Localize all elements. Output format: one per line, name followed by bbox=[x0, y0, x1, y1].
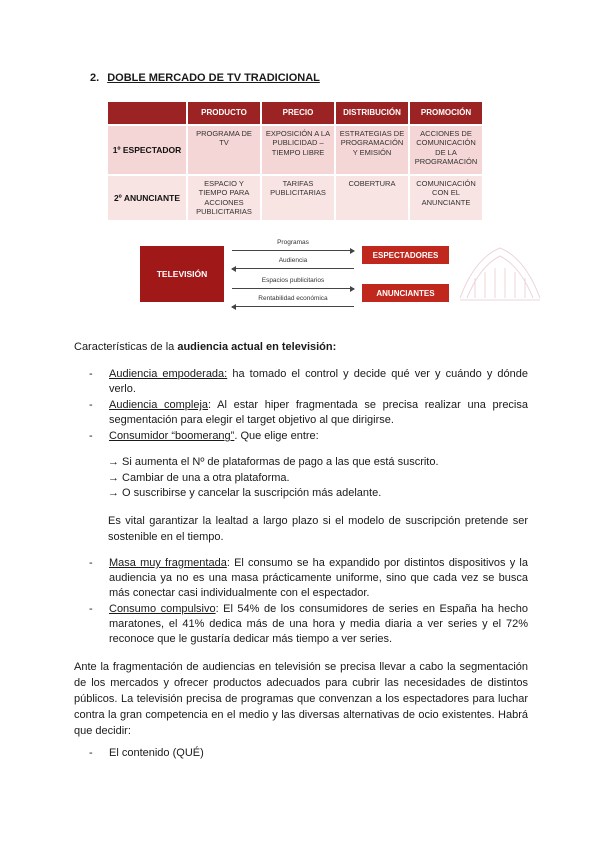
section-number: 2. bbox=[90, 72, 100, 84]
option-item: → O suscribirse y cancelar la suscripción más adelante. bbox=[108, 487, 382, 499]
arrow-left-icon bbox=[231, 304, 236, 310]
advertisers-box: ANUNCIANTES bbox=[362, 284, 449, 302]
list-item bbox=[74, 398, 528, 428]
list-text: : El 54% de los consumidores de series en España ha hecho maratones, el 41% dedica más de una hora y media diaria a ver series y el 72% reconoce que le gustaría dedicar más tiempo a ver series. bbox=[109, 603, 529, 645]
loyalty-paragraph: Es vital garantizar la lealtad a largo plazo si el modelo de suscripción pretende ser sostenible en el tiempo. bbox=[108, 515, 528, 543]
list-item bbox=[74, 602, 528, 647]
intro-text: Características de la bbox=[74, 341, 178, 353]
subscription-options bbox=[108, 455, 528, 502]
list-item bbox=[74, 556, 528, 601]
flow-label: Rentabilidad económica bbox=[258, 295, 328, 302]
section-heading bbox=[90, 72, 320, 84]
table-header-cell: PRODUCTO bbox=[188, 102, 262, 124]
table-row bbox=[108, 124, 484, 174]
flow-label: Programas bbox=[277, 239, 309, 246]
flow-arrow bbox=[232, 258, 354, 270]
audience-traits-list bbox=[74, 367, 528, 445]
market-table bbox=[108, 102, 484, 220]
table-cell: EXPOSICIÓN A LA PUBLICIDAD – TIEMPO LIBRE bbox=[262, 124, 336, 174]
row-label: 1º ESPECTADOR bbox=[108, 124, 188, 174]
watermark-seal-icon bbox=[455, 238, 545, 308]
table-header-cell bbox=[108, 102, 188, 124]
section-title: DOBLE MERCADO DE TV TRADICIONAL bbox=[107, 72, 320, 84]
list-item bbox=[74, 367, 528, 397]
arrow-line bbox=[232, 250, 354, 251]
table-cell: ESPACIO Y TIEMPO PARA ACCIONES PUBLICITARIAS bbox=[188, 174, 262, 220]
list-item: - El contenido (QUÉ) bbox=[74, 746, 528, 761]
list-item bbox=[74, 429, 528, 444]
table-header-cell: PROMOCIÓN bbox=[410, 102, 484, 124]
fragmentation-paragraph: Ante la fragmentación de audiencias en televisión se precisa llevar a cabo la segmentación de los mercados y ofrecer productos adecuados para cubrir las necesidades de distintos públicos. La televisión precisa de programas que convenzan a los espectadores para luchar contra la gran competencia en el medio y las diversas alternativas de ocio existentes. Habrá que decidir: bbox=[74, 661, 528, 737]
table-header-row bbox=[108, 102, 484, 124]
row-label: 2º ANUNCIANTE bbox=[108, 174, 188, 220]
arrow-line bbox=[232, 288, 354, 289]
option-item: → Cambiar de una a otra plataforma. bbox=[108, 471, 290, 484]
table-cell: COBERTURA bbox=[336, 174, 410, 220]
television-box: TELEVISIÓN bbox=[140, 246, 224, 302]
option-item: → Si aumenta el Nº de plataformas de pago a las que está suscrito. bbox=[108, 456, 439, 468]
table-cell: ACCIONES DE COMUNICACIÓN DE LA PROGRAMACIÓN bbox=[410, 124, 484, 174]
list-text: : Al estar hiper fragmentada se precisa realizar una precisa segmentación para elegir el target objetivo al que dirigirse. bbox=[109, 399, 528, 426]
arrow-right-icon bbox=[350, 248, 355, 254]
intro-paragraph bbox=[74, 339, 528, 355]
table-cell: ESTRATEGIAS DE PROGRAMACIÓN Y EMISIÓN bbox=[336, 124, 410, 174]
flow-label: Espacios publicitarios bbox=[261, 277, 325, 284]
intro-bold-text: audiencia actual en televisión: bbox=[177, 341, 337, 353]
spectators-box: ESPECTADORES bbox=[362, 246, 449, 264]
arrow-line bbox=[232, 306, 354, 307]
arrow-right-icon bbox=[350, 286, 355, 292]
table-header-cell: DISTRIBUCIÓN bbox=[336, 102, 410, 124]
flow-arrow bbox=[232, 240, 354, 252]
list-text: ha tomado el control y decide qué ver y cuándo y dónde verlo. bbox=[109, 368, 528, 395]
list-term: Consumo compulsivo bbox=[109, 603, 216, 615]
arrow-left-icon bbox=[231, 266, 236, 272]
flow-arrow bbox=[232, 278, 354, 290]
table-cell: PROGRAMA DE TV bbox=[188, 124, 262, 174]
flow-arrow bbox=[232, 296, 354, 308]
list-text: . Que elige entre: bbox=[234, 430, 319, 442]
table-row bbox=[108, 174, 484, 220]
table-cell: TARIFAS PUBLICITARIAS bbox=[262, 174, 336, 220]
arrow-line bbox=[232, 268, 354, 269]
decision-list bbox=[74, 746, 528, 762]
list-term: Masa muy fragmentada bbox=[109, 557, 227, 569]
table-cell: COMUNICACIÓN CON EL ANUNCIANTE bbox=[410, 174, 484, 220]
dual-market-diagram bbox=[140, 238, 455, 308]
table-header-cell: PRECIO bbox=[262, 102, 336, 124]
list-term: Audiencia compleja bbox=[109, 399, 209, 411]
list-term: Audiencia empoderada: bbox=[109, 368, 228, 380]
flow-label: Audiencia bbox=[278, 257, 308, 264]
consumption-traits-list bbox=[74, 556, 528, 648]
list-text: : El consumo se ha expandido por distintos dispositivos y la audiencia ya no es una masa prácticamente uniforme, sino que cada vez se busca más conectar casi individualmente con el espectador. bbox=[109, 557, 528, 599]
list-term: Consumidor “boomerang” bbox=[109, 430, 235, 442]
